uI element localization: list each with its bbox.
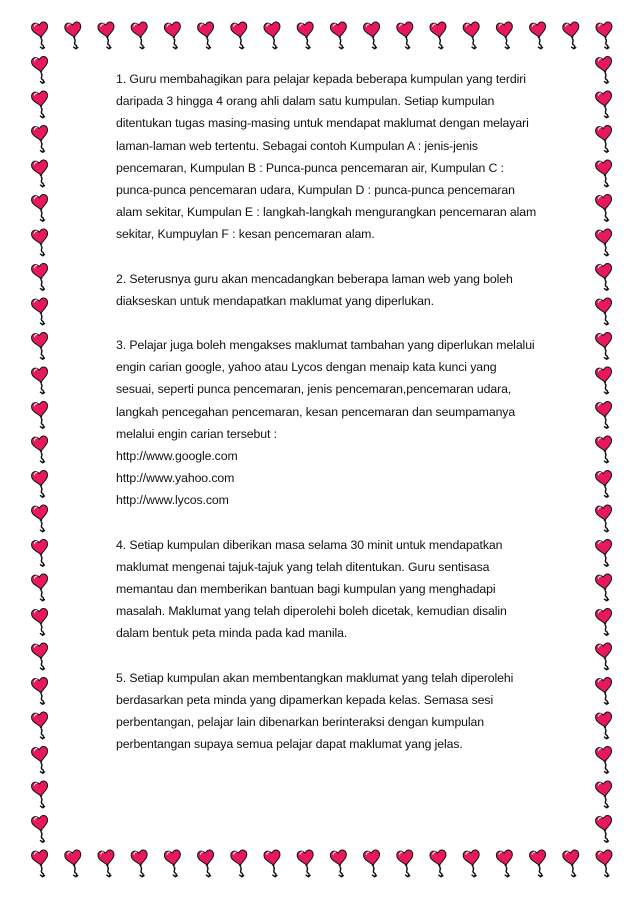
heart-balloon-icon xyxy=(31,608,51,636)
paragraph-1 xyxy=(116,68,576,246)
heart-balloon-icon xyxy=(429,22,449,50)
heart-balloon-icon xyxy=(31,470,51,498)
paragraph-5 xyxy=(116,667,576,756)
heart-balloon-icon xyxy=(396,850,416,878)
heart-balloon-icon xyxy=(31,194,51,222)
heart-balloon-icon xyxy=(595,539,615,567)
text-line: alam sekitar, Kumpulan E : langkah-langkah mengurangkan pencemaran alam xyxy=(116,205,537,220)
text-line: memantau dan memberikan bantuan bagi kumpulan yang menghadapi xyxy=(116,582,496,597)
heart-balloon-icon xyxy=(562,850,582,878)
text-line: daripada 3 hingga 4 orang ahli dalam satu kumpulan. Setiap kumpulan xyxy=(116,94,495,109)
heart-balloon-icon xyxy=(31,712,51,740)
heart-balloon-icon xyxy=(595,436,615,464)
document-body xyxy=(116,68,576,777)
text-line: melalui engin carian tersebut : xyxy=(116,426,277,441)
text-line: masalah. Maklumat yang telah diperolehi boleh dicetak, kemudian disalin xyxy=(116,604,507,619)
heart-balloon-icon xyxy=(595,332,615,360)
heart-balloon-icon xyxy=(31,643,51,671)
heart-balloon-icon xyxy=(595,781,615,809)
heart-balloon-icon xyxy=(164,850,184,878)
heart-balloon-icon xyxy=(595,815,615,843)
heart-balloon-icon xyxy=(595,643,615,671)
heart-balloon-icon xyxy=(31,160,51,188)
heart-balloon-icon xyxy=(363,850,383,878)
heart-balloon-icon xyxy=(31,677,51,705)
heart-balloon-icon xyxy=(263,22,283,50)
heart-balloon-icon xyxy=(230,22,250,50)
heart-balloon-icon xyxy=(31,781,51,809)
heart-balloon-icon xyxy=(131,22,151,50)
heart-balloon-icon xyxy=(31,125,51,153)
text-line: sekitar, Kumpuylan F : kesan pencemaran alam. xyxy=(116,227,375,242)
heart-balloon-icon xyxy=(31,746,51,774)
url-lycos: http://www.lycos.com xyxy=(116,493,229,508)
heart-balloon-icon xyxy=(131,850,151,878)
text-line: 1. Guru membahagikan para pelajar kepada beberapa kumpulan yang terdiri xyxy=(116,72,526,86)
heart-balloon-icon xyxy=(595,91,615,119)
heart-balloon-icon xyxy=(595,470,615,498)
heart-balloon-icon xyxy=(463,850,483,878)
heart-balloon-icon xyxy=(31,815,51,843)
heart-balloon-icon xyxy=(595,229,615,257)
heart-balloon-icon xyxy=(496,22,516,50)
text-line: sesuai, seperti punca pencemaran, jenis pencemaran,pencemaran udara, xyxy=(116,382,512,397)
text-line: punca-punca pencemaran udara, Kumpulan D : punca-punca pencemaran xyxy=(116,183,515,198)
heart-balloon-icon xyxy=(64,22,84,50)
heart-balloon-icon xyxy=(595,263,615,291)
heart-balloon-icon xyxy=(31,56,51,84)
heart-balloon-icon xyxy=(97,850,117,878)
heart-balloon-icon xyxy=(595,125,615,153)
heart-balloon-icon xyxy=(595,22,615,50)
heart-balloon-icon xyxy=(496,850,516,878)
heart-balloon-icon xyxy=(31,574,51,602)
heart-balloon-icon xyxy=(31,298,51,326)
text-line: berdasarkan peta minda yang dipamerkan kepada kelas. Semasa sesi xyxy=(116,692,494,707)
heart-balloon-icon xyxy=(595,298,615,326)
heart-balloon-icon xyxy=(595,367,615,395)
text-line: 2. Seterusnya guru akan mencadangkan beberapa laman web yang boleh xyxy=(116,271,513,286)
heart-balloon-icon xyxy=(164,22,184,50)
text-line: pencemaran, Kumpulan B : Punca-punca pencemaran air, Kumpulan C : xyxy=(116,160,504,175)
text-line: engin carian google, yahoo atau Lycos dengan menaip kata kunci yang xyxy=(116,360,497,375)
text-line: 4. Setiap kumpulan diberikan masa selama 30 minit untuk mendapatkan xyxy=(116,537,503,552)
text-line: maklumat mengenai tajuk-tajuk yang telah ditentukan. Guru sentisasa xyxy=(116,559,490,574)
paragraph-2 xyxy=(116,268,576,312)
text-line: diakseskan untuk mendapatkan maklumat yang diperlukan. xyxy=(116,293,434,308)
heart-balloon-icon xyxy=(595,712,615,740)
heart-balloon-icon xyxy=(31,505,51,533)
heart-balloon-icon xyxy=(529,22,549,50)
url-yahoo: http://www.yahoo.com xyxy=(116,471,235,486)
heart-balloon-icon xyxy=(31,850,51,878)
heart-balloon-icon xyxy=(31,22,51,50)
text-line: 3. Pelajar juga boleh mengakses maklumat tambahan yang diperlukan melalui xyxy=(116,338,535,353)
heart-balloon-icon xyxy=(595,194,615,222)
heart-balloon-icon xyxy=(595,401,615,429)
heart-balloon-icon xyxy=(595,56,615,84)
heart-balloon-icon xyxy=(595,505,615,533)
text-line: 5. Setiap kumpulan akan membentangkan maklumat yang telah diperolehi xyxy=(116,670,514,685)
paragraph-3 xyxy=(116,334,576,512)
heart-balloon-icon xyxy=(529,850,549,878)
heart-balloon-icon xyxy=(31,332,51,360)
url-google: http://www.google.com xyxy=(116,449,238,464)
heart-balloon-icon xyxy=(595,608,615,636)
heart-balloon-icon xyxy=(230,850,250,878)
heart-balloon-icon xyxy=(97,22,117,50)
heart-balloon-icon xyxy=(562,22,582,50)
heart-balloon-icon xyxy=(463,22,483,50)
heart-balloon-icon xyxy=(197,22,217,50)
heart-balloon-icon xyxy=(31,367,51,395)
heart-balloon-icon xyxy=(595,574,615,602)
text-line: ditentukan tugas masing-masing untuk mendapat maklumat dengan melayari xyxy=(116,116,529,131)
heart-balloon-icon xyxy=(197,850,217,878)
heart-balloon-icon xyxy=(64,850,84,878)
heart-balloon-icon xyxy=(595,850,615,878)
text-line: laman-laman web tertentu. Sebagai contoh Kumpulan A : jenis-jenis xyxy=(116,138,478,153)
heart-balloon-icon xyxy=(31,229,51,257)
text-line: perbentangan supaya semua pelajar dapat maklumat yang jelas. xyxy=(116,737,463,752)
heart-balloon-icon xyxy=(31,539,51,567)
heart-balloon-icon xyxy=(595,677,615,705)
text-line: perbentangan, pelajar lain dibenarkan berinteraksi dengan kumpulan xyxy=(116,715,485,730)
heart-balloon-icon xyxy=(396,22,416,50)
text-line: dalam bentuk peta minda pada kad manila. xyxy=(116,626,348,641)
heart-balloon-icon xyxy=(31,91,51,119)
heart-balloon-icon xyxy=(31,263,51,291)
heart-balloon-icon xyxy=(595,746,615,774)
heart-balloon-icon xyxy=(263,850,283,878)
paragraph-4 xyxy=(116,534,576,645)
heart-balloon-icon xyxy=(330,22,350,50)
heart-balloon-icon xyxy=(330,850,350,878)
heart-balloon-icon xyxy=(363,22,383,50)
text-line: langkah pencegahan pencemaran, kesan pencemaran dan seumpamanya xyxy=(116,404,516,419)
heart-balloon-icon xyxy=(297,850,317,878)
heart-balloon-icon xyxy=(31,436,51,464)
heart-balloon-icon xyxy=(595,160,615,188)
heart-balloon-icon xyxy=(31,401,51,429)
heart-balloon-icon xyxy=(429,850,449,878)
heart-balloon-icon xyxy=(297,22,317,50)
